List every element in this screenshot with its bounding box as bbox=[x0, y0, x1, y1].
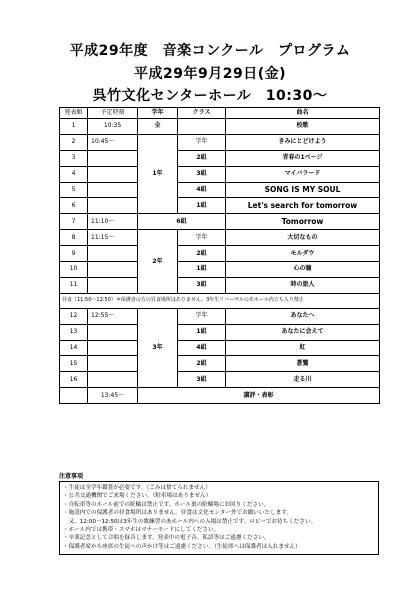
grade-cell-2: 2年 bbox=[138, 230, 178, 294]
song-cell: 虹 bbox=[226, 340, 380, 356]
table-row bbox=[60, 134, 380, 150]
time-cell bbox=[88, 198, 138, 214]
order-cell: 10 bbox=[60, 262, 88, 278]
table-row bbox=[60, 150, 380, 166]
order-cell: 11 bbox=[60, 277, 88, 293]
program-date: 平成29年9月29日(金) bbox=[133, 66, 286, 82]
class-cell: 1組 bbox=[178, 198, 226, 214]
order-cell: 13 bbox=[60, 324, 88, 340]
class-cell bbox=[178, 119, 226, 135]
grade-cell-3: 3年 bbox=[138, 308, 178, 387]
class-cell: 学年 bbox=[178, 308, 226, 324]
class-cell: 3組 bbox=[178, 277, 226, 293]
song-cell: Let's search for tomorrow bbox=[226, 198, 380, 214]
class-cell: 2組 bbox=[178, 246, 226, 262]
note-item: 又、12:00～12:50は3年生の歌練習のあホール内への入場は禁止です。ロビーでお待ちください。 bbox=[63, 518, 317, 525]
song-cell: あなたに会えて bbox=[226, 324, 380, 340]
song-cell: 大切なもの bbox=[226, 230, 380, 246]
note-item: ・ホール内では携帯・スマホはマナーモードにしてください。 bbox=[63, 527, 220, 534]
time-cell: 11:10～ bbox=[88, 214, 138, 230]
note-item: ・公共交通機関でご来場ください。（駐車場はありません） bbox=[63, 493, 212, 500]
time-cell bbox=[88, 356, 138, 372]
time-cell bbox=[88, 150, 138, 166]
song-cell: 蒼鷺 bbox=[226, 356, 380, 372]
table-row bbox=[60, 356, 380, 372]
header-class: クラス bbox=[178, 108, 226, 119]
order-cell: 3 bbox=[60, 150, 88, 166]
class-cell: 2組 bbox=[178, 150, 226, 166]
order-cell: 12 bbox=[60, 308, 88, 324]
table-row bbox=[60, 262, 380, 278]
song-cell: きみにとどけよう bbox=[226, 134, 380, 150]
table-row bbox=[60, 308, 380, 324]
header-order: 発表順 bbox=[60, 108, 88, 119]
time-cell: 10:35 bbox=[88, 119, 138, 135]
schedule-table bbox=[59, 107, 380, 404]
class-cell: 4組 bbox=[178, 340, 226, 356]
table-header-row bbox=[60, 108, 380, 119]
order-cell: 5 bbox=[60, 182, 88, 198]
table-row bbox=[60, 246, 380, 262]
song-cell: 時の旅人 bbox=[226, 277, 380, 293]
song-cell: 校歌 bbox=[226, 119, 380, 135]
song-cell: Tomorrow bbox=[226, 214, 380, 230]
table-row bbox=[60, 182, 380, 198]
order-cell: 2 bbox=[60, 134, 88, 150]
grade-cell: 全 bbox=[138, 119, 178, 135]
time-cell bbox=[88, 262, 138, 278]
header-time: 予定時刻 bbox=[88, 108, 138, 119]
order-cell: 7 bbox=[60, 214, 88, 230]
class-cell: 6組 bbox=[138, 214, 226, 230]
song-cell: モルダウ bbox=[226, 246, 380, 262]
class-cell: 2組 bbox=[178, 356, 226, 372]
order-cell: 4 bbox=[60, 166, 88, 182]
program-venue: 呉竹文化センターホール 10:30～ bbox=[92, 88, 328, 104]
table-row bbox=[60, 214, 380, 230]
note-item: ・保護者席から座席の生徒への声かけ等はご遠慮ください。（生徒席へは保護者は入れません） bbox=[63, 543, 301, 550]
class-cell: 講評・表彰 bbox=[138, 388, 380, 404]
time-cell: 13:45～ bbox=[88, 388, 138, 404]
order-cell: 16 bbox=[60, 372, 88, 388]
table-row bbox=[60, 119, 380, 135]
class-cell: 学年 bbox=[178, 230, 226, 246]
song-cell: SONG IS MY SOUL bbox=[226, 182, 380, 198]
class-cell: 1組 bbox=[178, 324, 226, 340]
note-item: ・施設内での保護者の昼食場所はありません。昼食は文化センター外でお願いいたします。 bbox=[63, 510, 293, 517]
order-cell bbox=[60, 388, 88, 404]
time-cell bbox=[88, 166, 138, 182]
table-row bbox=[60, 340, 380, 356]
time-cell bbox=[88, 277, 138, 293]
header-grade: 学年 bbox=[138, 108, 178, 119]
class-cell: 1組 bbox=[178, 262, 226, 278]
table-row bbox=[60, 166, 380, 182]
table-row bbox=[60, 388, 380, 404]
time-cell: 12:55～ bbox=[88, 308, 138, 324]
song-cell: 走る川 bbox=[226, 372, 380, 388]
note-item: ・生徒は全学年鑑賞が必要です。（ごみは捨てられません） bbox=[63, 485, 211, 491]
order-cell: 1 bbox=[60, 119, 88, 135]
note-item: ・自転車等のホール前での駐輪は禁止です。ホール裏の駐輪場にお回りください。 bbox=[63, 501, 270, 508]
table-row bbox=[60, 324, 380, 340]
time-cell: 11:15～ bbox=[88, 230, 138, 246]
class-cell: 4組 bbox=[178, 182, 226, 198]
time-cell bbox=[88, 340, 138, 356]
time-cell bbox=[88, 246, 138, 262]
song-cell: 心の瞳 bbox=[226, 262, 380, 278]
grade-cell-1: 1年 bbox=[138, 134, 178, 213]
order-cell: 15 bbox=[60, 356, 88, 372]
class-cell: 3組 bbox=[178, 166, 226, 182]
order-cell: 9 bbox=[60, 246, 88, 262]
class-cell: 学年 bbox=[178, 134, 226, 150]
order-cell: 8 bbox=[60, 230, 88, 246]
notes-box bbox=[59, 481, 379, 555]
time-cell bbox=[88, 324, 138, 340]
class-cell: 3組 bbox=[178, 372, 226, 388]
header-song: 曲名 bbox=[226, 108, 380, 119]
notes-title: 注意事項 bbox=[59, 473, 84, 480]
table-row bbox=[60, 372, 380, 388]
time-cell bbox=[88, 182, 138, 198]
lunch-row bbox=[60, 293, 380, 308]
song-cell: マイバラード bbox=[226, 166, 380, 182]
note-item: ・卒業記念として合唱を録音します。発表中の電子音、私語等はご遠慮ください。 bbox=[63, 535, 270, 542]
table-row bbox=[60, 198, 380, 214]
order-cell: 6 bbox=[60, 198, 88, 214]
lunch-note: 昼食（11:50～12:50）＊保護者の方の昼食場所はありません。3年生リハーサルのあホール内立ち入り禁止 bbox=[60, 293, 380, 308]
song-cell: あなたへ bbox=[226, 308, 380, 324]
table-row bbox=[60, 230, 380, 246]
time-cell: 10:45～ bbox=[88, 134, 138, 150]
notes-section bbox=[59, 471, 379, 555]
order-cell: 14 bbox=[60, 340, 88, 356]
table-row bbox=[60, 277, 380, 293]
program-title: 平成29年度 音楽コンクール プログラム bbox=[69, 43, 351, 59]
song-cell: 青春の1ページ bbox=[226, 150, 380, 166]
time-cell bbox=[88, 372, 138, 388]
